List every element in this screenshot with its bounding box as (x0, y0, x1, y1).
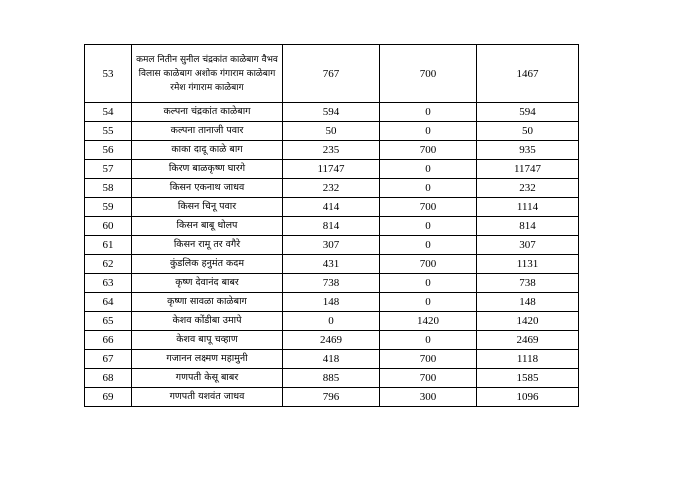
table-row (85, 198, 579, 217)
value-cell-1: 235 (283, 141, 380, 160)
value-cell-2: 0 (380, 160, 477, 179)
total-cell: 307 (477, 236, 579, 255)
total-cell: 1096 (477, 388, 579, 407)
row-number-cell: 56 (85, 141, 132, 160)
value-cell-2: 0 (380, 217, 477, 236)
value-cell-1: 431 (283, 255, 380, 274)
value-cell-2: 700 (380, 45, 477, 103)
name-cell: कृष्ण देवानंद बाबर (132, 274, 283, 293)
table-row (85, 103, 579, 122)
value-cell-1: 767 (283, 45, 380, 103)
value-cell-1: 11747 (283, 160, 380, 179)
total-cell: 1467 (477, 45, 579, 103)
name-cell: काका दादू काळे बाग (132, 141, 283, 160)
name-cell: गणपती केसू बाबर (132, 369, 283, 388)
value-cell-1: 885 (283, 369, 380, 388)
row-number-cell: 58 (85, 179, 132, 198)
value-cell-2: 1420 (380, 312, 477, 331)
name-cell: किसन चिनू पवार (132, 198, 283, 217)
row-number-cell: 63 (85, 274, 132, 293)
value-cell-1: 414 (283, 198, 380, 217)
value-cell-1: 232 (283, 179, 380, 198)
ledger-body (85, 45, 579, 407)
table-row (85, 122, 579, 141)
row-number-cell: 68 (85, 369, 132, 388)
name-cell: कल्पना तानाजी पवार (132, 122, 283, 141)
table-row (85, 331, 579, 350)
table-row (85, 141, 579, 160)
table-row (85, 312, 579, 331)
table-row (85, 236, 579, 255)
total-cell: 1118 (477, 350, 579, 369)
table-row (85, 217, 579, 236)
row-number-cell: 62 (85, 255, 132, 274)
value-cell-2: 0 (380, 103, 477, 122)
row-number-cell: 61 (85, 236, 132, 255)
row-number-cell: 65 (85, 312, 132, 331)
value-cell-1: 0 (283, 312, 380, 331)
value-cell-1: 796 (283, 388, 380, 407)
value-cell-2: 0 (380, 331, 477, 350)
total-cell: 11747 (477, 160, 579, 179)
value-cell-1: 2469 (283, 331, 380, 350)
name-cell: कल्पना चंद्रकांत काळेबाग (132, 103, 283, 122)
row-number-cell: 66 (85, 331, 132, 350)
value-cell-2: 700 (380, 369, 477, 388)
table-row (85, 45, 579, 103)
value-cell-2: 700 (380, 141, 477, 160)
value-cell-1: 50 (283, 122, 380, 141)
row-number-cell: 57 (85, 160, 132, 179)
total-cell: 594 (477, 103, 579, 122)
row-number-cell: 67 (85, 350, 132, 369)
total-cell: 50 (477, 122, 579, 141)
ledger-table (84, 44, 579, 407)
total-cell: 2469 (477, 331, 579, 350)
table-row (85, 179, 579, 198)
value-cell-2: 700 (380, 350, 477, 369)
total-cell: 148 (477, 293, 579, 312)
value-cell-2: 0 (380, 122, 477, 141)
total-cell: 1420 (477, 312, 579, 331)
table-row (85, 160, 579, 179)
name-cell: किरण बाळकृष्ण घारगे (132, 160, 283, 179)
value-cell-2: 0 (380, 236, 477, 255)
total-cell: 1585 (477, 369, 579, 388)
value-cell-1: 814 (283, 217, 380, 236)
row-number-cell: 60 (85, 217, 132, 236)
table-row (85, 369, 579, 388)
value-cell-1: 418 (283, 350, 380, 369)
total-cell: 232 (477, 179, 579, 198)
row-number-cell: 69 (85, 388, 132, 407)
name-cell: किसन बाबू धोलप (132, 217, 283, 236)
value-cell-1: 738 (283, 274, 380, 293)
value-cell-2: 300 (380, 388, 477, 407)
name-cell: गजानन लक्ष्मण महामुनी (132, 350, 283, 369)
total-cell: 738 (477, 274, 579, 293)
row-number-cell: 64 (85, 293, 132, 312)
table-row (85, 350, 579, 369)
table-row (85, 255, 579, 274)
row-number-cell: 59 (85, 198, 132, 217)
name-cell: केशव बापू चव्हाण (132, 331, 283, 350)
value-cell-1: 594 (283, 103, 380, 122)
total-cell: 814 (477, 217, 579, 236)
name-cell: गणपती यशवंत जाधव (132, 388, 283, 407)
name-cell: कमल नितीन सुनील चंद्रकांत काळेबाग वैभव विलास काळेबाग अशोक गंगाराम काळेबाग रमेश गंगाराम काळेबाग (132, 45, 283, 103)
value-cell-1: 307 (283, 236, 380, 255)
value-cell-2: 0 (380, 293, 477, 312)
total-cell: 1131 (477, 255, 579, 274)
table-row (85, 274, 579, 293)
row-number-cell: 54 (85, 103, 132, 122)
value-cell-1: 148 (283, 293, 380, 312)
row-number-cell: 55 (85, 122, 132, 141)
value-cell-2: 700 (380, 255, 477, 274)
name-cell: किसन रामू तर वगैरे (132, 236, 283, 255)
value-cell-2: 0 (380, 274, 477, 293)
table-row (85, 293, 579, 312)
name-cell: कृष्णा सावळा काळेबाग (132, 293, 283, 312)
value-cell-2: 700 (380, 198, 477, 217)
total-cell: 1114 (477, 198, 579, 217)
name-cell: कुंडलिक हनुमंत कदम (132, 255, 283, 274)
table-row (85, 388, 579, 407)
value-cell-2: 0 (380, 179, 477, 198)
total-cell: 935 (477, 141, 579, 160)
row-number-cell: 53 (85, 45, 132, 103)
name-cell: केशव कोंडीबा उमापे (132, 312, 283, 331)
name-cell: किसन एकनाथ जाधव (132, 179, 283, 198)
